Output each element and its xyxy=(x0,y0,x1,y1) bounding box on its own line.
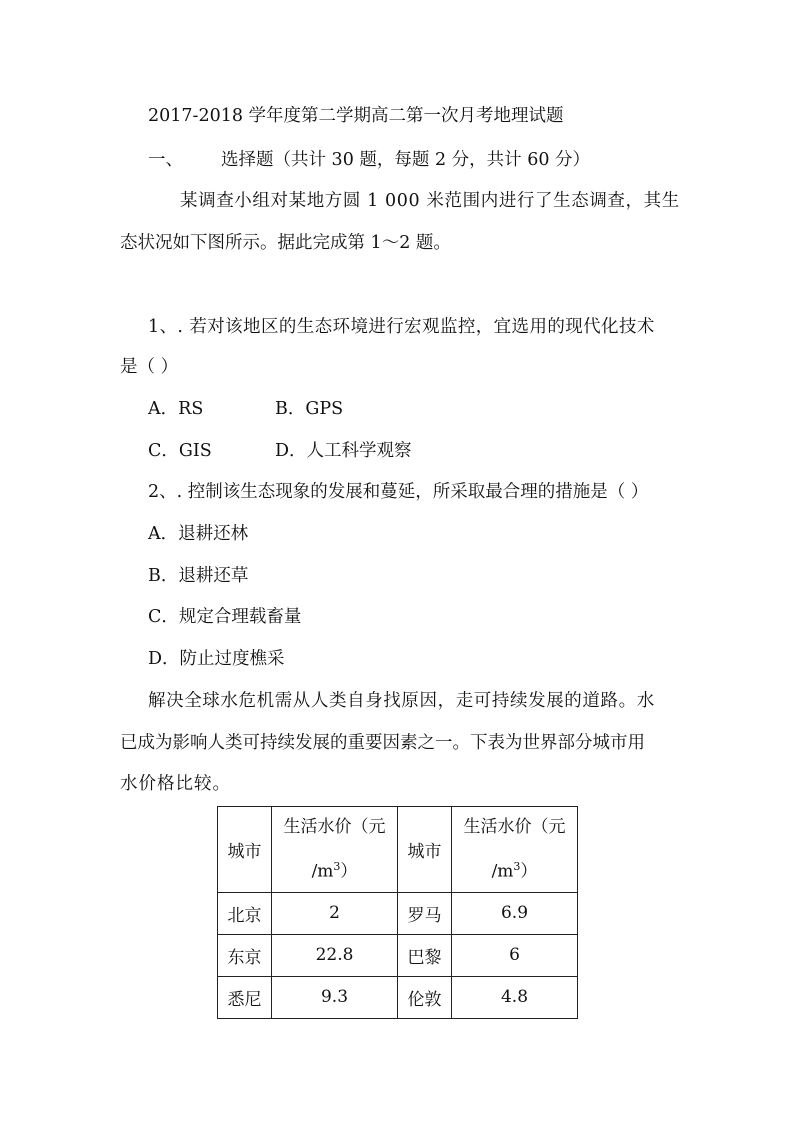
city-cell: 北京 xyxy=(218,892,272,934)
header-city: 城市 xyxy=(218,807,272,893)
city-cell: 伦敦 xyxy=(398,976,452,1018)
question-1-options-cd xyxy=(148,443,412,461)
section-heading xyxy=(148,152,590,170)
table-row xyxy=(218,976,578,1018)
city-cell: 巴黎 xyxy=(398,934,452,976)
header-city-2: 城市 xyxy=(398,807,452,893)
passage-line-2: 已成为影响人类可持续发展的重要因素之一。下表为世界部分城市用 xyxy=(120,733,645,753)
header-price-unit: /m xyxy=(311,861,334,882)
question-1-option-d: D．人工科学观察 xyxy=(275,441,412,461)
price-cell: 6 xyxy=(452,934,578,976)
price-cell: 9.3 xyxy=(272,976,398,1018)
intro-line-1: 某调查小组对某地方圆 1 000 米范围内进行了生态调查，其生 xyxy=(180,191,680,211)
price-cell: 4.8 xyxy=(452,976,578,1018)
question-2-option-c: C．规定合理载畜量 xyxy=(148,607,302,627)
price-cell: 6.9 xyxy=(452,892,578,934)
header-price-label: 生活水价（元 xyxy=(283,817,386,837)
page-title: 2017-2018 学年度第二学期高二第一次月考地理试题 xyxy=(148,106,564,126)
question-1-options-ab xyxy=(148,401,343,419)
question-2-option-b: B．退耕还草 xyxy=(148,566,249,586)
question-2-stem: 2、. 控制该生态现象的发展和蔓延，所采取最合理的措施是（ ） xyxy=(148,482,649,502)
price-cell: 2 xyxy=(272,892,398,934)
header-price-sup-2: 3 xyxy=(513,860,521,873)
header-price-unit-2: /m xyxy=(491,861,514,882)
section-number: 一、 xyxy=(148,150,183,170)
table-header-row xyxy=(218,807,578,893)
header-price-sup: 3 xyxy=(333,860,341,873)
question-2-option-d: D．防止过度樵采 xyxy=(148,649,285,669)
table-row xyxy=(218,934,578,976)
intro-line-2: 态状况如下图所示。据此完成第 1～2 题。 xyxy=(120,233,451,253)
header-price-label-2: 生活水价（元 xyxy=(463,817,566,837)
header-price xyxy=(272,807,398,893)
question-1-option-c: C．GIS xyxy=(148,441,212,461)
water-price-table xyxy=(217,806,578,1019)
city-cell: 东京 xyxy=(218,934,272,976)
question-2-option-a: A．退耕还林 xyxy=(148,524,249,544)
passage-line-1: 解决全球水危机需从人类自身找原因，走可持续发展的道路。水 xyxy=(148,691,655,711)
section-text: 选择题（共计 30 题，每题 2 分，共计 60 分） xyxy=(221,150,591,170)
question-1-option-a: A．RS xyxy=(148,399,204,419)
header-price-close: ） xyxy=(340,861,358,882)
question-1-stem: 1、. 若对该地区的生态环境进行宏观监控，宜选用的现代化技术 xyxy=(148,317,655,337)
price-cell: 22.8 xyxy=(272,934,398,976)
passage-line-3: 水价格比较。 xyxy=(120,774,231,794)
header-price-close-2: ） xyxy=(520,861,538,882)
question-1-stem-cont: 是（ ） xyxy=(120,357,179,377)
header-price-2 xyxy=(452,807,578,893)
city-cell: 悉尼 xyxy=(218,976,272,1018)
question-1-option-b: B．GPS xyxy=(275,399,344,419)
table-row xyxy=(218,892,578,934)
city-cell: 罗马 xyxy=(398,892,452,934)
